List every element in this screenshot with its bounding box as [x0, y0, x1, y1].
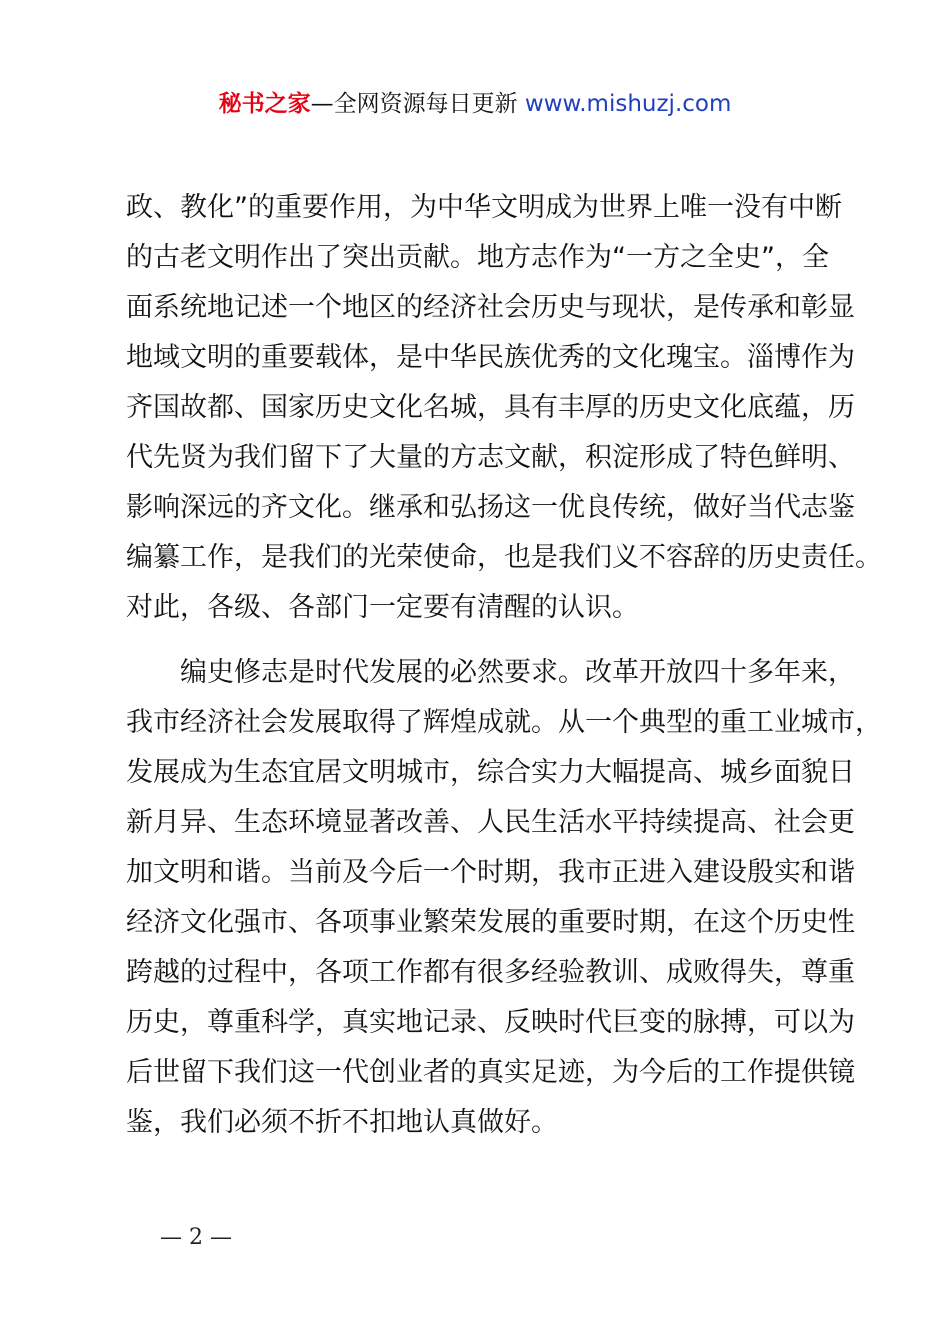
header-tagline: —全网资源每日更新	[310, 91, 518, 117]
text-line: 地域文明的重要载体，是中华民族优秀的文化瑰宝。淄博作为	[126, 342, 855, 373]
text-line: 政、教化”的重要作用，为中华文明成为世界上唯一没有中断	[126, 192, 842, 223]
site-url-link[interactable]: www.mishuzj.com	[524, 91, 732, 117]
page-header	[0, 86, 950, 122]
text-line: 代先贤为我们留下了大量的方志文献，积淀形成了特色鲜明、	[126, 442, 855, 473]
text-line: 我市经济社会发展取得了辉煌成就。从一个典型的重工业城市，	[126, 707, 882, 738]
brand-name: 秘书之家	[218, 91, 311, 117]
text-line: 新月异、生态环境显著改善、人民生活水平持续提高、社会更	[126, 807, 855, 838]
text-line: 历史，尊重科学，真实地记录、反映时代巨变的脉搏，可以为	[126, 1007, 855, 1038]
text-line: 经济文化强市、各项事业繁荣发展的重要时期，在这个历史性	[126, 907, 855, 938]
text-line: 影响深远的齐文化。继承和弘扬这一优良传统，做好当代志鉴	[126, 492, 855, 523]
text-line: 对此，各级、各部门一定要有清醒的认识。	[126, 592, 639, 623]
text-line: 加文明和谐。当前及今后一个时期，我市正进入建设殷实和谐	[126, 857, 855, 888]
page-number: — 2 —	[160, 1225, 232, 1250]
paragraph-1	[126, 183, 882, 633]
paragraph-2	[126, 648, 882, 1148]
document-body	[126, 183, 882, 1148]
text-line-first: 编史修志是时代发展的必然要求。改革开放四十多年来，	[180, 657, 855, 688]
text-line: 的古老文明作出了突出贡献。地方志作为“一方之全史”，全	[126, 242, 829, 273]
paragraph-gap	[126, 633, 866, 648]
text-line: 后世留下我们这一代创业者的真实足迹，为今后的工作提供镜	[126, 1057, 855, 1088]
text-line: 面系统地记述一个地区的经济社会历史与现状，是传承和彰显	[126, 292, 855, 323]
text-line: 编纂工作，是我们的光荣使命，也是我们义不容辞的历史责任。	[126, 542, 882, 573]
text-line: 跨越的过程中，各项工作都有很多经验教训、成败得失，尊重	[126, 957, 855, 988]
text-line: 鉴，我们必须不折不扣地认真做好。	[126, 1107, 558, 1138]
text-line: 齐国故都、国家历史文化名城，具有丰厚的历史文化底蕴，历	[126, 392, 855, 423]
text-line: 发展成为生态宜居文明城市，综合实力大幅提高、城乡面貌日	[126, 757, 855, 788]
